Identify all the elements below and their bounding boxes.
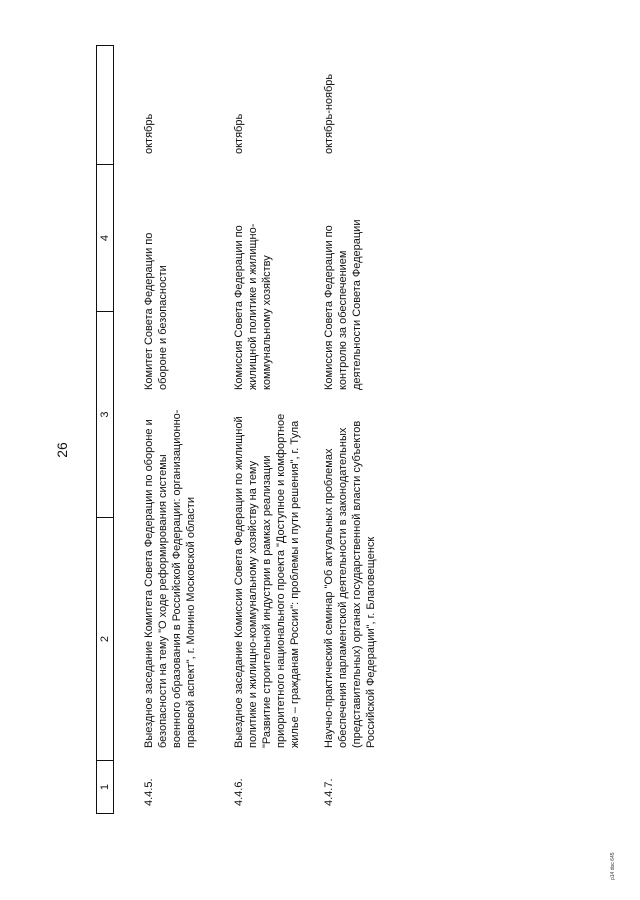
responsible-body: Комиссия Совета Федерации по жилищной политике и жилищно-коммунальному хозяйству	[233, 223, 273, 390]
column-header-empty	[97, 46, 113, 165]
column-header-2: 2	[97, 518, 113, 761]
row-number: 4.4.6.	[233, 778, 245, 806]
event-description: Выездное заседание Комитета Совета Федерации по обороне и безопасности на тему "О ходе реформирования системы военного образования в Российской Федерации: организационно-правовой аспект", г. Монино Московской области	[143, 409, 197, 748]
responsible-body: Комиссия Совета Федерации по контролю за обеспечением деятельности Совета Федерации	[323, 219, 363, 390]
row-number: 4.4.7.	[323, 778, 335, 806]
event-period: октябрь-ноябрь	[323, 73, 335, 154]
column-header-1: 1	[99, 783, 111, 791]
responsible-body: Комитет Совета Федерации по обороне и безопасности	[143, 232, 169, 390]
row-number: 4.4.5.	[143, 778, 155, 806]
page-number: 26	[54, 442, 70, 458]
column-header-3: 3	[97, 312, 113, 518]
document-footnote: p14 doc 645	[610, 852, 616, 880]
event-period: октябрь	[143, 113, 155, 154]
table-header-row	[96, 45, 114, 814]
event-description: Научно-практический семинар "Об актуальных проблемах обеспечения парламентской деятельности в законодательных (представительных) органах государственной власти субъектов Российской Федерации", г. Благовещенск	[323, 420, 377, 748]
column-header-4: 4	[97, 165, 113, 312]
event-period: октябрь	[233, 113, 245, 154]
event-description: Выездное заседание Комиссии Совета Федерации по жилищной политике и жилищно-коммунальному хозяйству на тему "Развитие строительной индустрии в рамках реализации приоритетного национального проекта "Доступное и комфортное жилье – гражданам России": проблемы и пути решения", г. Тула	[233, 413, 301, 748]
